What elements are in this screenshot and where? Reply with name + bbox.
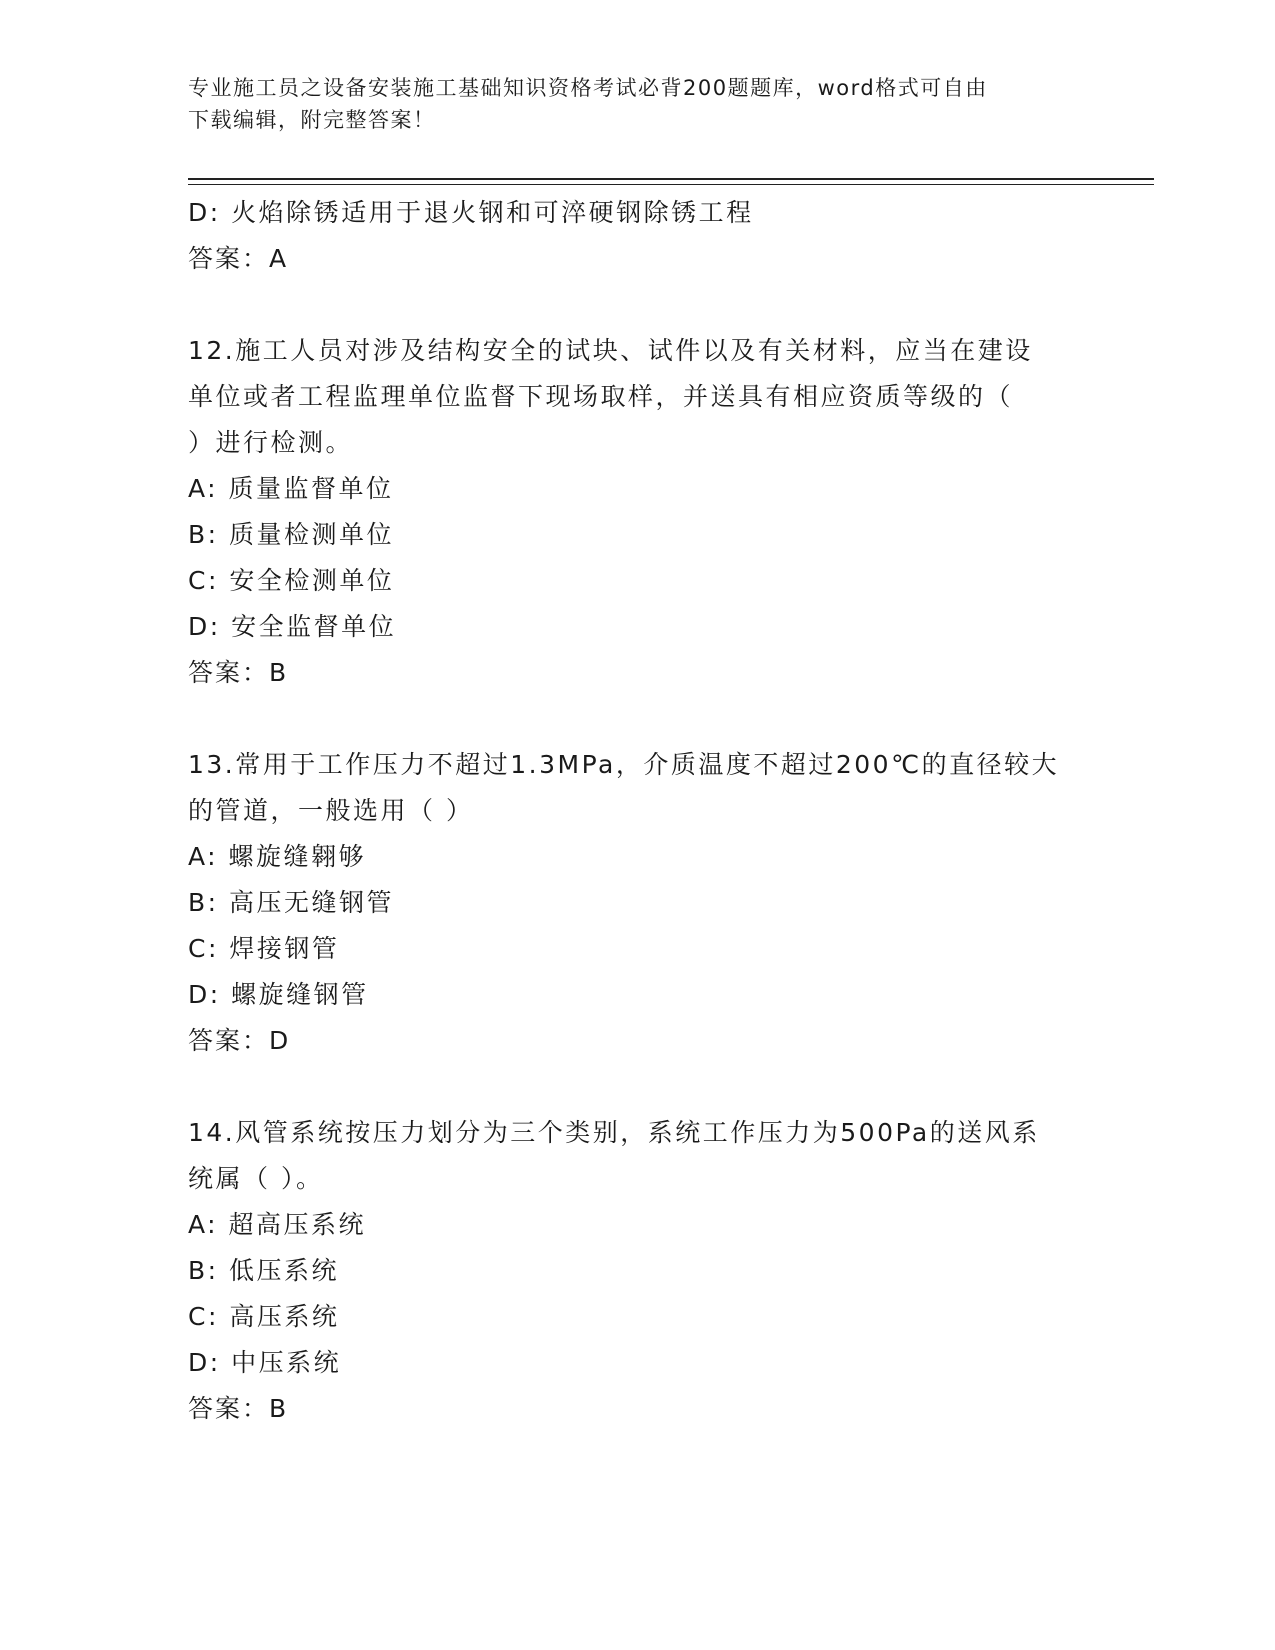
option-a: A: 质量监督单位 <box>188 474 394 503</box>
option-a: A: 螺旋缝翱够 <box>188 842 367 871</box>
stem-line: ）进行检测。 <box>188 428 354 457</box>
option-b: B: 高压无缝钢管 <box>188 888 395 917</box>
option-b: B: 低压系统 <box>188 1256 340 1285</box>
question-stem <box>188 742 1088 834</box>
carryover-block <box>188 190 1088 282</box>
question-stem <box>188 1110 1088 1202</box>
question-14 <box>188 1110 1088 1432</box>
spacer <box>188 282 1088 328</box>
header-divider-thin <box>188 184 1154 185</box>
stem-line: 13.常用于工作压力不超过1.3MPa，介质温度不超过200℃的直径较大 <box>188 750 1060 779</box>
stem-line: 的管道，一般选用（ ） <box>188 796 474 825</box>
header-line-1: 专业施工员之设备安装施工基础知识资格考试必背200题题库，word格式可自由 <box>188 76 988 100</box>
answer-line: 答案：B <box>188 1394 289 1423</box>
stem-line: 12.施工人员对涉及结构安全的试块、试件以及有关材料，应当在建设 <box>188 336 1033 365</box>
option-d: D: 安全监督单位 <box>188 612 397 641</box>
question-13 <box>188 742 1088 1064</box>
stem-line: 单位或者工程监理单位监督下现场取样，并送具有相应资质等级的（ <box>188 382 1014 411</box>
option-c: C: 高压系统 <box>188 1302 340 1331</box>
question-12 <box>188 328 1088 696</box>
option-c: C: 安全检测单位 <box>188 566 395 595</box>
header-line-2: 下载编辑，附完整答案！ <box>188 108 436 132</box>
answer-line: 答案：A <box>188 244 289 273</box>
header-divider-thick <box>188 178 1154 180</box>
stem-line: 14.风管系统按压力划分为三个类别，系统工作压力为500Pa的送风系 <box>188 1118 1040 1147</box>
option-d: D: 火焰除锈适用于退火钢和可淬硬钢除锈工程 <box>188 198 754 227</box>
option-d: D: 螺旋缝钢管 <box>188 980 369 1009</box>
answer-line: 答案：B <box>188 658 289 687</box>
option-b: B: 质量检测单位 <box>188 520 395 549</box>
question-stem <box>188 328 1088 466</box>
spacer <box>188 696 1088 742</box>
option-c: C: 焊接钢管 <box>188 934 340 963</box>
question-list <box>188 190 1088 1432</box>
answer-line: 答案：D <box>188 1026 291 1055</box>
document-header <box>188 72 1068 136</box>
stem-line: 统属（ ）。 <box>188 1164 324 1193</box>
option-a: A: 超高压系统 <box>188 1210 367 1239</box>
option-d: D: 中压系统 <box>188 1348 342 1377</box>
spacer <box>188 1064 1088 1110</box>
